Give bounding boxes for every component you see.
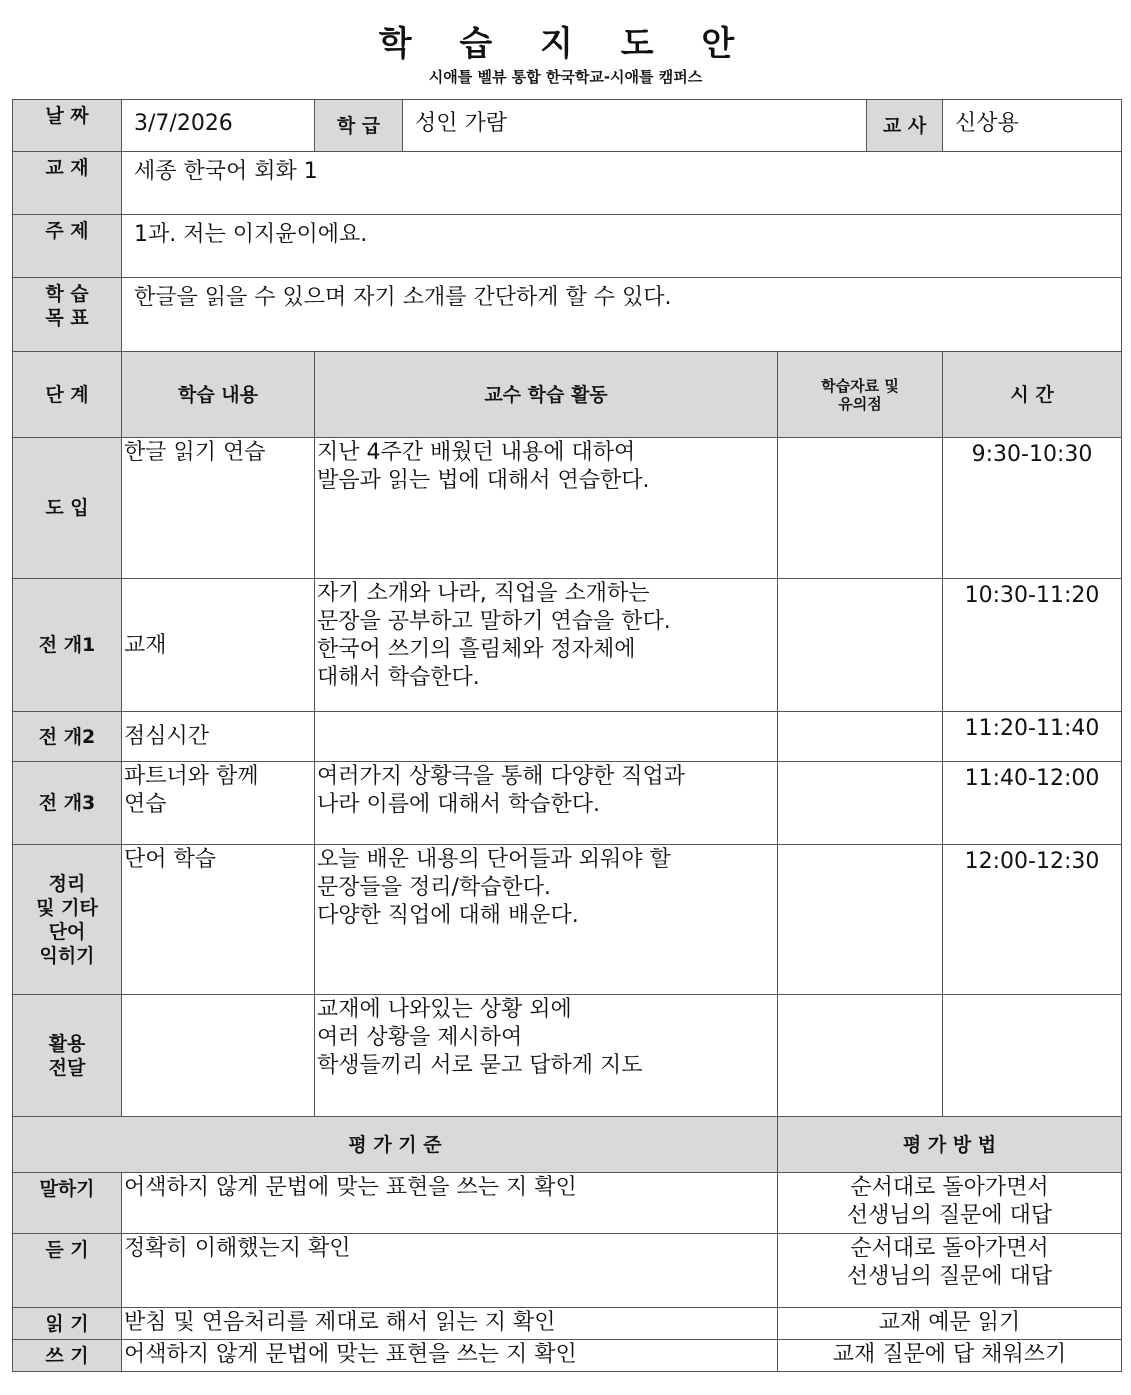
plan-row [13,762,1122,845]
stage-header: 단 계 [13,352,122,438]
class-label: 학 급 [315,100,403,152]
content-cell: 교재 [122,579,315,712]
plan-row [13,995,1122,1117]
textbook-value: 세종 한국어 회화 1 [122,152,1122,215]
goal-label: 학 습 목 표 [13,278,122,352]
content-cell: 파트너와 함께 연습 [122,762,315,845]
date-label: 날 짜 [13,100,122,152]
page-title: 학 습 지 도 안 [378,24,753,64]
time-cell: 10:30-11:20 [943,579,1122,712]
materials-cell [778,995,943,1117]
skill-cell: 듣 기 [13,1234,122,1308]
teacher-value: 신상용 [943,100,1122,152]
eval-row [13,1234,1122,1308]
content-cell: 단어 학습 [122,845,315,995]
lesson-plan-table [12,99,1122,1372]
stage-cell: 도 입 [13,438,122,579]
time-cell: 9:30-10:30 [943,438,1122,579]
plan-row [13,579,1122,712]
content-cell [122,995,315,1117]
time-cell [943,995,1122,1117]
eval-row [13,1173,1122,1234]
eval-method-cell: 순서대로 돌아가면서 선생님의 질문에 대답 [778,1173,1122,1234]
time-cell: 12:00-12:30 [943,845,1122,995]
activity-cell: 오늘 배운 내용의 단어들과 외워야 할 문장들을 정리/학습한다. 다양한 직업에 대해 배운다. [315,845,778,995]
eval-method-cell: 순서대로 돌아가면서 선생님의 질문에 대답 [778,1234,1122,1308]
skill-cell: 말하기 [13,1173,122,1234]
eval-method-cell: 교재 질문에 답 채워쓰기 [778,1340,1122,1372]
goal-value: 한글을 읽을 수 있으며 자기 소개를 간단하게 할 수 있다. [122,278,1122,352]
plan-header-row [13,352,1122,438]
materials-cell [778,579,943,712]
eval-method-cell: 교재 예문 읽기 [778,1308,1122,1340]
eval-criteria-cell: 정확히 이해했는지 확인 [122,1234,778,1308]
eval-method-header: 평 가 방 법 [778,1117,1122,1173]
content-cell: 점심시간 [122,712,315,762]
materials-cell [778,762,943,845]
eval-criteria-cell: 어색하지 않게 문법에 맞는 표현을 쓰는 지 확인 [122,1340,778,1372]
eval-criteria-cell: 어색하지 않게 문법에 맞는 표현을 쓰는 지 확인 [122,1173,778,1234]
activity-cell [315,712,778,762]
activity-cell: 여러가지 상황극을 통해 다양한 직업과 나라 이름에 대해서 학습한다. [315,762,778,845]
eval-criteria-cell: 받침 및 연음처리를 제대로 해서 읽는 지 확인 [122,1308,778,1340]
activity-cell: 자기 소개와 나라, 직업을 소개하는 문장을 공부하고 말하기 연습을 한다. 한국어 쓰기의 흘림체와 정자체에 대해서 학습한다. [315,579,778,712]
info-row-date [13,100,1122,152]
stage-cell: 전 개2 [13,712,122,762]
date-value: 3/7/2026 [122,100,315,152]
materials-cell [778,712,943,762]
content-header: 학습 내용 [122,352,315,438]
time-cell: 11:20-11:40 [943,712,1122,762]
content-cell: 한글 읽기 연습 [122,438,315,579]
stage-cell: 전 개1 [13,579,122,712]
time-cell: 11:40-12:00 [943,762,1122,845]
stage-cell: 전 개3 [13,762,122,845]
eval-row [13,1340,1122,1372]
plan-row [13,845,1122,995]
stage-cell: 활용 전달 [13,995,122,1117]
activity-cell: 교재에 나와있는 상황 외에 여러 상황을 제시하여 학생들끼리 서로 묻고 답하게 지도 [315,995,778,1117]
skill-cell: 읽 기 [13,1308,122,1340]
activity-header: 교수 학습 활동 [315,352,778,438]
plan-row [13,438,1122,579]
class-value: 성인 가람 [403,100,867,152]
info-row-topic [13,215,1122,278]
stage-cell: 정리 및 기타 단어 익히기 [13,845,122,995]
eval-criteria-header: 평 가 기 준 [13,1117,778,1173]
info-row-goal [13,278,1122,352]
info-row-textbook [13,152,1122,215]
materials-header: 학습자료 및 유의점 [778,352,943,438]
teacher-label: 교 사 [867,100,943,152]
school-name: 시애틀 벨뷰 통합 한국학교-시애틀 캠퍼스 [428,68,703,86]
activity-cell: 지난 4주간 배웠던 내용에 대하여 발음과 읽는 법에 대해서 연습한다. [315,438,778,579]
textbook-label: 교 재 [13,152,122,215]
topic-label: 주 제 [13,215,122,278]
time-header: 시 간 [943,352,1122,438]
skill-cell: 쓰 기 [13,1340,122,1372]
materials-cell [778,438,943,579]
eval-row [13,1308,1122,1340]
materials-cell [778,845,943,995]
eval-header-row [13,1117,1122,1173]
plan-row [13,712,1122,762]
topic-value: 1과. 저는 이지윤이에요. [122,215,1122,278]
